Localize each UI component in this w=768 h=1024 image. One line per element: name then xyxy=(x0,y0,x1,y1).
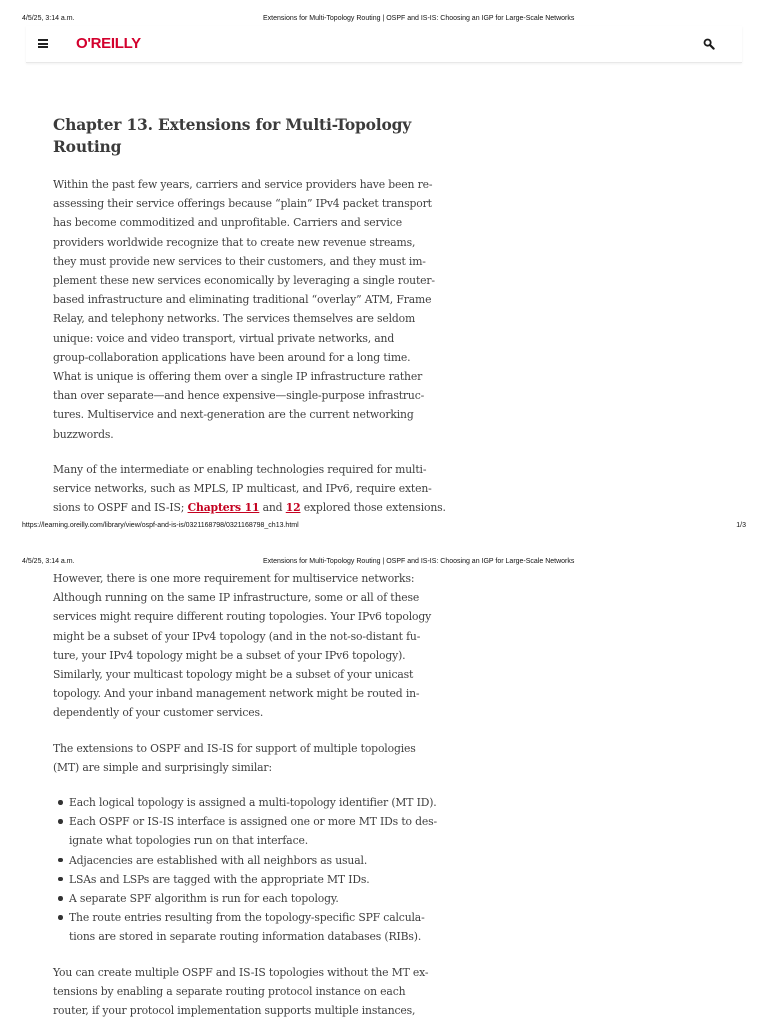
oreilly-logo[interactable]: O'REILLY xyxy=(76,35,141,52)
paragraph-intro xyxy=(53,175,433,444)
text-line: dependently of your customer services. xyxy=(53,706,264,720)
text-line: However, there is one more requirement for multiservice networks: xyxy=(53,572,415,585)
print-header xyxy=(0,12,768,26)
paragraph-separate-instances xyxy=(53,963,433,1021)
text-line xyxy=(53,498,446,517)
list-item xyxy=(53,851,453,870)
text-line: group-collaboration applications have been around for a long time. xyxy=(53,350,411,364)
list-item xyxy=(53,908,453,946)
text-fragment: and xyxy=(259,501,286,515)
text-line: Similarly, your multicast topology might be a subset of your unicast xyxy=(53,668,414,682)
chapter-title-line: Chapter 13. Extensions for Multi-Topology xyxy=(53,115,412,134)
list-item-text: tions are stored in separate routing information databases (RIBs). xyxy=(69,930,422,944)
text-line: they must provide new services to their customers, and they must im- xyxy=(53,254,426,268)
list-item xyxy=(53,812,453,850)
list-item xyxy=(53,870,453,889)
list-item xyxy=(53,889,453,908)
chapter-title xyxy=(53,114,413,158)
text-line: services might require different routing topologies. Your IPv6 topology xyxy=(53,610,432,624)
text-line: plement these new services economically by leveraging a single router- xyxy=(53,274,435,288)
text-line: Many of the intermediate or enabling technologies required for multi- xyxy=(53,463,427,476)
search-icon[interactable] xyxy=(703,38,715,50)
text-line: The extensions to OSPF and IS-IS for support of multiple topologies xyxy=(53,742,416,755)
print-page-title: Extensions for Multi-Topology Routing | OSPF and IS-IS: Choosing an IGP for Large-Scale Networks xyxy=(263,15,575,22)
print-date: 4/5/25, 3:14 a.m. xyxy=(22,558,75,565)
text-line: ture, your IPv4 topology might be a subset of your IPv6 topology). xyxy=(53,648,406,662)
chapter-12-link[interactable]: 12 xyxy=(285,501,301,515)
text-line: might be a subset of your IPv4 topology (and in the not-so-distant fu- xyxy=(53,629,421,643)
text-fragment: explored those extensions. xyxy=(300,501,446,515)
list-item xyxy=(53,793,453,812)
text-line: than over separate—and hence expensive—single-purpose infrastruc- xyxy=(53,389,425,403)
paragraph-topologies xyxy=(53,569,433,723)
text-line: Relay, and telephony networks. The services themselves are seldom xyxy=(53,312,416,326)
mt-extensions-list xyxy=(53,793,453,947)
text-line: service networks, such as MPLS, IP multicast, and IPv6, require exten- xyxy=(53,482,432,496)
site-header xyxy=(26,26,742,63)
print-date: 4/5/25, 3:14 a.m. xyxy=(22,15,75,22)
text-line: assessing their service offerings because “plain” IPv4 packet transport xyxy=(53,197,432,211)
text-line: tures. Multiservice and next-generation are the current networking xyxy=(53,408,414,422)
text-line: tensions by enabling a separate routing protocol instance on each xyxy=(53,985,406,999)
list-item-text: Adjacencies are established with all neighbors as usual. xyxy=(69,853,368,867)
text-line: has become commoditized and unprofitable. Carriers and service xyxy=(53,216,402,230)
text-line: (MT) are simple and surprisingly similar: xyxy=(53,761,272,775)
text-line: based infrastructure and eliminating traditional “overlay” ATM, Frame xyxy=(53,293,432,307)
list-item-text: Each OSPF or IS-IS interface is assigned one or more MT IDs to des- xyxy=(69,815,438,829)
text-line: Within the past few years, carriers and service providers have been re- xyxy=(53,178,433,191)
text-fragment: sions to OSPF and IS-IS; xyxy=(53,501,188,515)
list-item-text: LSAs and LSPs are tagged with the appropriate MT IDs. xyxy=(69,872,370,886)
print-footer xyxy=(0,519,768,533)
text-line: providers worldwide recognize that to create new revenue streams, xyxy=(53,235,416,249)
list-item-text: A separate SPF algorithm is run for each topology. xyxy=(69,892,339,906)
hamburger-menu-icon[interactable] xyxy=(38,39,48,48)
text-line: unique: voice and video transport, virtual private networks, and xyxy=(53,331,395,345)
text-line: Although running on the same IP infrastructure, some or all of these xyxy=(53,591,420,605)
text-line: topology. And your inband management network might be routed in- xyxy=(53,687,420,701)
text-line: router, if your protocol implementation supports multiple instances, xyxy=(53,1004,416,1018)
paragraph-enabling-tech xyxy=(53,460,446,518)
text-line: buzzwords. xyxy=(53,427,114,441)
paragraph-mt-intro xyxy=(53,739,433,777)
list-item-text: Each logical topology is assigned a multi-topology identifier (MT ID). xyxy=(69,796,437,809)
list-item-text: The route entries resulting from the topology-specific SPF calcula- xyxy=(69,911,425,925)
chapter-title-line: Routing xyxy=(53,137,122,156)
print-url: https://learning.oreilly.com/library/view/ospf-and-is-is/0321168798/0321168798_ch13.html xyxy=(22,522,299,529)
print-page-number: 1/3 xyxy=(736,522,746,529)
text-line: You can create multiple OSPF and IS-IS topologies without the MT ex- xyxy=(53,966,429,979)
text-line: What is unique is offering them over a single IP infrastructure rather xyxy=(53,370,423,384)
print-header xyxy=(0,555,768,569)
list-item-text: ignate what topologies run on that interface. xyxy=(69,834,308,848)
chapter-11-link[interactable]: Chapters 11 xyxy=(187,501,260,515)
print-page-title: Extensions for Multi-Topology Routing | OSPF and IS-IS: Choosing an IGP for Large-Scale Networks xyxy=(263,558,575,565)
